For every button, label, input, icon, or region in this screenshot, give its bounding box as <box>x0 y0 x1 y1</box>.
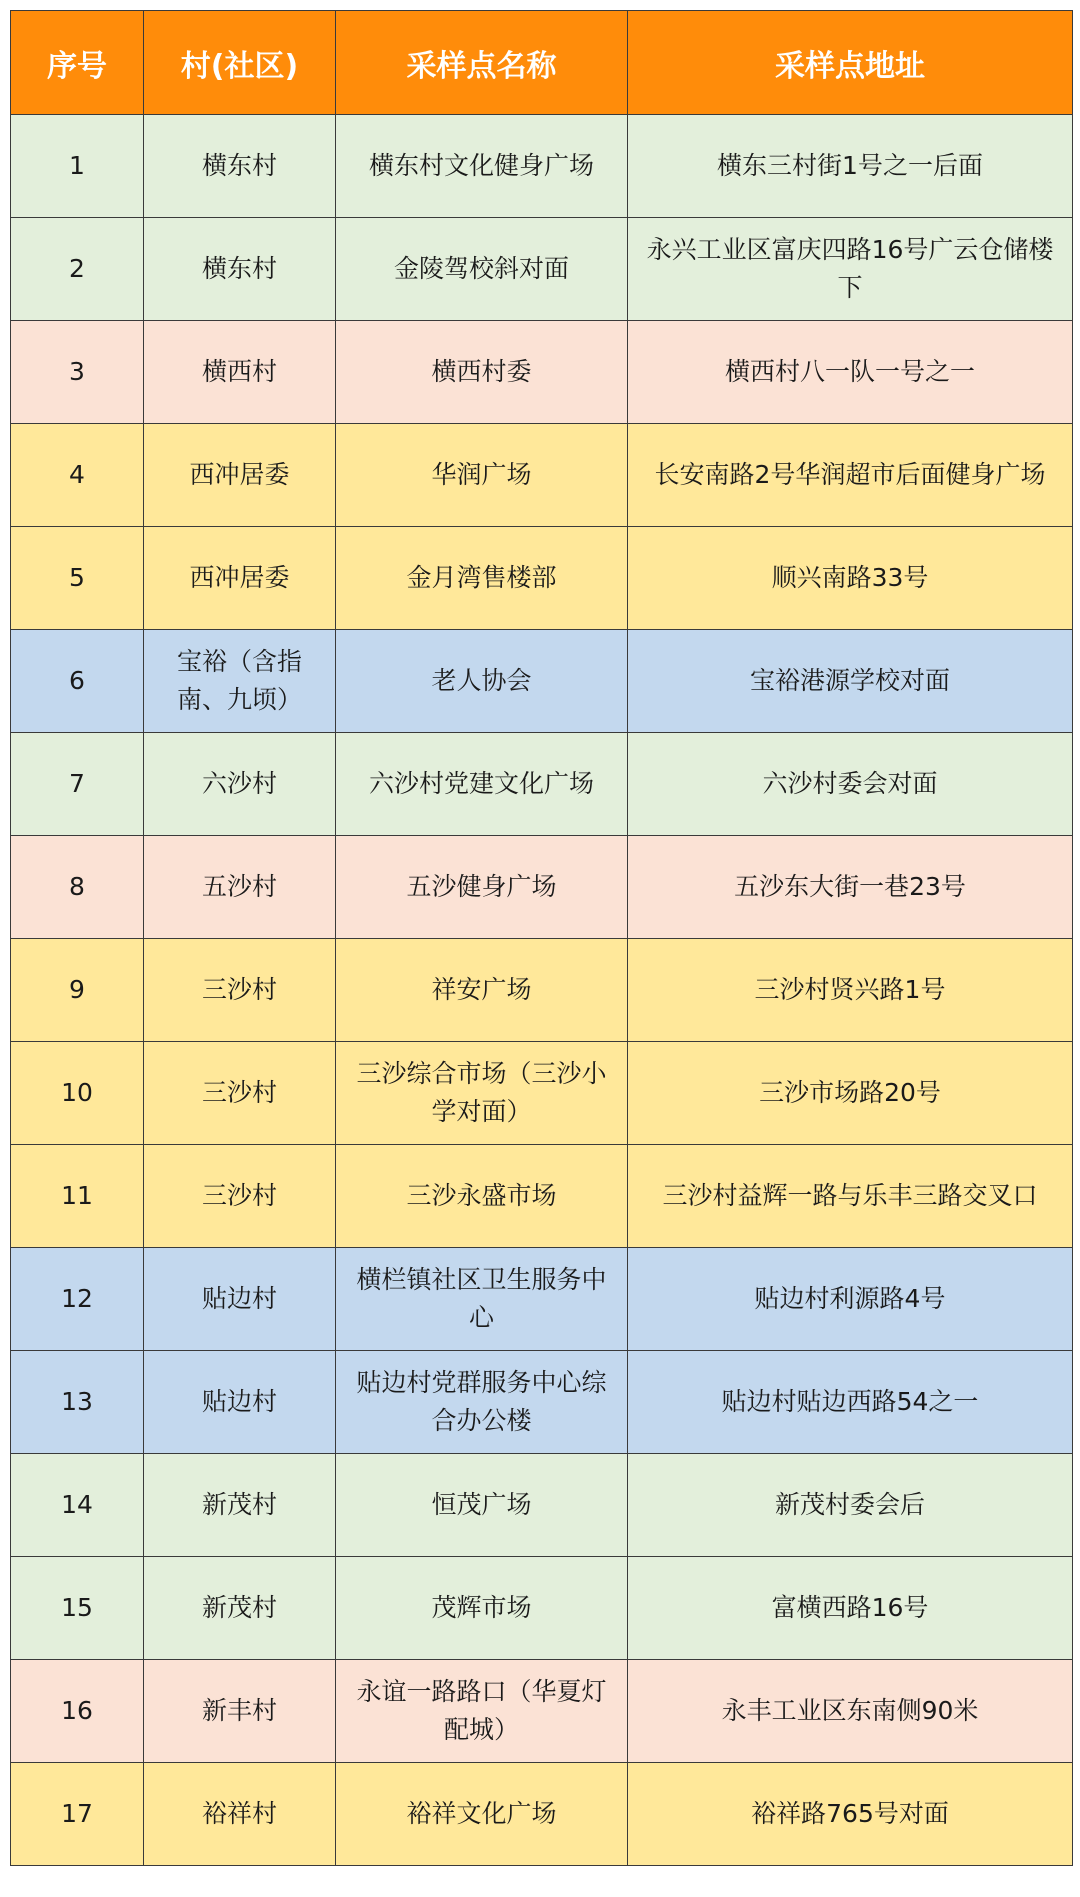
cell-village: 横东村 <box>144 218 336 321</box>
cell-index: 17 <box>11 1763 144 1866</box>
cell-site-name: 五沙健身广场 <box>336 836 628 939</box>
cell-index: 3 <box>11 321 144 424</box>
table-row <box>11 1351 1073 1454</box>
table-row <box>11 1042 1073 1145</box>
cell-index: 9 <box>11 939 144 1042</box>
cell-site-address: 三沙村贤兴路1号 <box>628 939 1073 1042</box>
cell-site-name: 三沙综合市场（三沙小学对面） <box>336 1042 628 1145</box>
table-row <box>11 733 1073 836</box>
cell-index: 8 <box>11 836 144 939</box>
cell-index: 4 <box>11 424 144 527</box>
cell-site-address: 顺兴南路33号 <box>628 527 1073 630</box>
cell-village: 贴边村 <box>144 1248 336 1351</box>
cell-village: 三沙村 <box>144 939 336 1042</box>
cell-site-address: 三沙村益辉一路与乐丰三路交叉口 <box>628 1145 1073 1248</box>
cell-site-name: 永谊一路路口（华夏灯配城） <box>336 1660 628 1763</box>
cell-village: 横西村 <box>144 321 336 424</box>
cell-index: 1 <box>11 115 144 218</box>
table-row <box>11 115 1073 218</box>
cell-index: 2 <box>11 218 144 321</box>
cell-site-name: 金月湾售楼部 <box>336 527 628 630</box>
table-row <box>11 939 1073 1042</box>
sampling-sites-table <box>10 10 1073 1866</box>
cell-index: 13 <box>11 1351 144 1454</box>
cell-index: 11 <box>11 1145 144 1248</box>
table-body <box>11 115 1073 1866</box>
cell-village: 新茂村 <box>144 1557 336 1660</box>
cell-site-address: 长安南路2号华润超市后面健身广场 <box>628 424 1073 527</box>
cell-site-address: 六沙村委会对面 <box>628 733 1073 836</box>
cell-index: 10 <box>11 1042 144 1145</box>
cell-site-address: 横西村八一队一号之一 <box>628 321 1073 424</box>
cell-site-name: 恒茂广场 <box>336 1454 628 1557</box>
cell-index: 7 <box>11 733 144 836</box>
cell-site-address: 永丰工业区东南侧90米 <box>628 1660 1073 1763</box>
header-village: 村(社区) <box>144 11 336 115</box>
cell-site-address: 新茂村委会后 <box>628 1454 1073 1557</box>
cell-site-address: 永兴工业区富庆四路16号广云仓储楼下 <box>628 218 1073 321</box>
cell-village: 三沙村 <box>144 1145 336 1248</box>
cell-village: 五沙村 <box>144 836 336 939</box>
cell-site-name: 金陵驾校斜对面 <box>336 218 628 321</box>
table-row <box>11 836 1073 939</box>
cell-village: 裕祥村 <box>144 1763 336 1866</box>
cell-site-name: 横东村文化健身广场 <box>336 115 628 218</box>
table-row <box>11 321 1073 424</box>
cell-index: 5 <box>11 527 144 630</box>
cell-site-name: 六沙村党建文化广场 <box>336 733 628 836</box>
cell-village: 三沙村 <box>144 1042 336 1145</box>
table-row <box>11 1454 1073 1557</box>
header-row <box>11 11 1073 115</box>
cell-site-address: 贴边村利源路4号 <box>628 1248 1073 1351</box>
cell-site-name: 裕祥文化广场 <box>336 1763 628 1866</box>
table-row <box>11 218 1073 321</box>
cell-village: 新茂村 <box>144 1454 336 1557</box>
table-header <box>11 11 1073 115</box>
table-row <box>11 424 1073 527</box>
cell-site-name: 华润广场 <box>336 424 628 527</box>
sampling-sites-table-container <box>10 10 1073 1866</box>
table-row <box>11 1248 1073 1351</box>
cell-site-address: 三沙市场路20号 <box>628 1042 1073 1145</box>
cell-site-address: 裕祥路765号对面 <box>628 1763 1073 1866</box>
header-site-name: 采样点名称 <box>336 11 628 115</box>
cell-site-address: 五沙东大街一巷23号 <box>628 836 1073 939</box>
cell-site-address: 贴边村贴边西路54之一 <box>628 1351 1073 1454</box>
cell-site-name: 老人协会 <box>336 630 628 733</box>
table-row <box>11 1557 1073 1660</box>
cell-village: 宝裕（含指南、九顷） <box>144 630 336 733</box>
header-site-address: 采样点地址 <box>628 11 1073 115</box>
header-index: 序号 <box>11 11 144 115</box>
cell-village: 西冲居委 <box>144 527 336 630</box>
table-row <box>11 527 1073 630</box>
table-row <box>11 1145 1073 1248</box>
cell-village: 西冲居委 <box>144 424 336 527</box>
cell-village: 新丰村 <box>144 1660 336 1763</box>
table-row <box>11 1660 1073 1763</box>
cell-site-name: 祥安广场 <box>336 939 628 1042</box>
table-row <box>11 1763 1073 1866</box>
cell-index: 14 <box>11 1454 144 1557</box>
cell-village: 贴边村 <box>144 1351 336 1454</box>
cell-village: 六沙村 <box>144 733 336 836</box>
cell-site-name: 横栏镇社区卫生服务中心 <box>336 1248 628 1351</box>
cell-site-address: 宝裕港源学校对面 <box>628 630 1073 733</box>
cell-index: 16 <box>11 1660 144 1763</box>
cell-site-address: 富横西路16号 <box>628 1557 1073 1660</box>
cell-index: 12 <box>11 1248 144 1351</box>
cell-site-name: 贴边村党群服务中心综合办公楼 <box>336 1351 628 1454</box>
cell-site-name: 三沙永盛市场 <box>336 1145 628 1248</box>
cell-site-address: 横东三村街1号之一后面 <box>628 115 1073 218</box>
cell-index: 6 <box>11 630 144 733</box>
cell-site-name: 茂辉市场 <box>336 1557 628 1660</box>
cell-village: 横东村 <box>144 115 336 218</box>
cell-index: 15 <box>11 1557 144 1660</box>
table-row <box>11 630 1073 733</box>
cell-site-name: 横西村委 <box>336 321 628 424</box>
